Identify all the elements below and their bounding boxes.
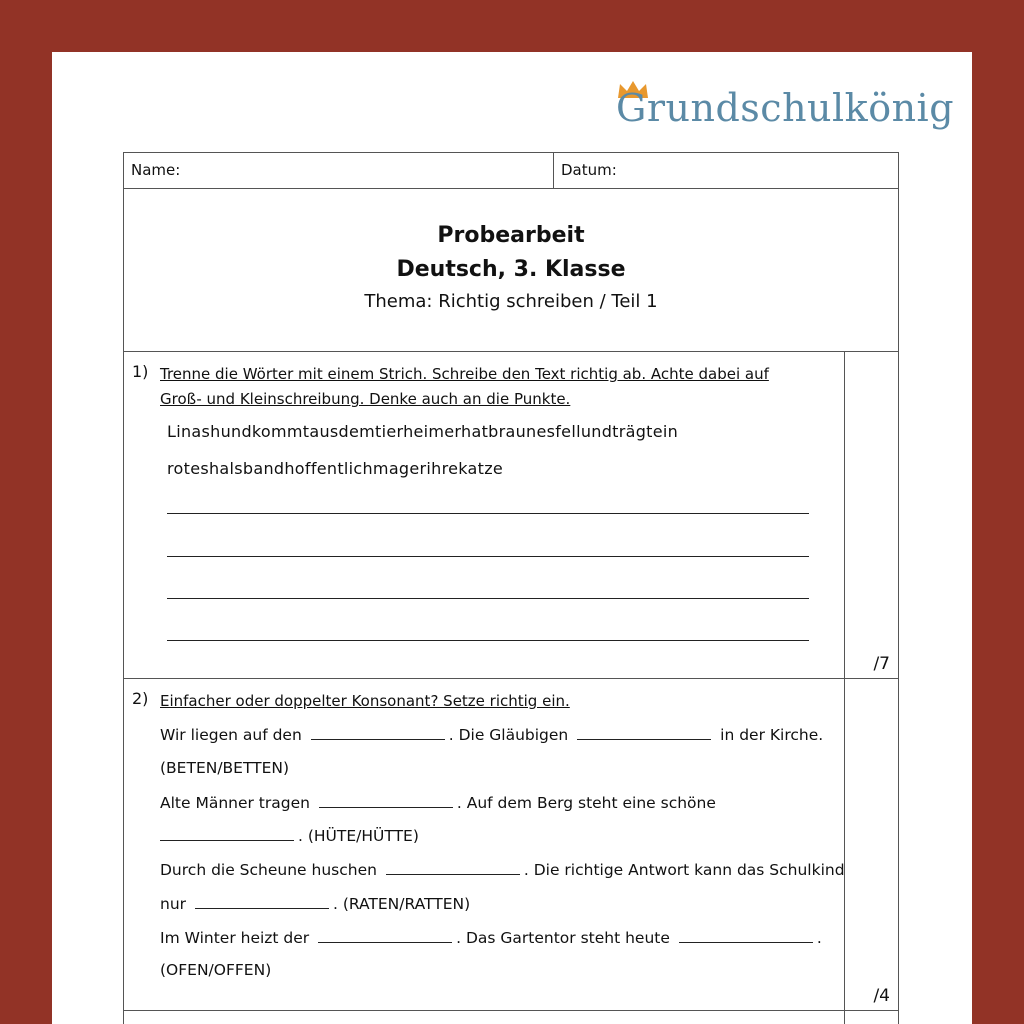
name-field[interactable]: [124, 153, 554, 188]
sentence-row: [160, 793, 716, 812]
answer-line[interactable]: [167, 513, 809, 514]
sentence-text: . Die Gläubigen: [448, 726, 569, 744]
score-column: [844, 679, 898, 1010]
answer-line[interactable]: [167, 640, 809, 641]
date-label: Datum:: [561, 161, 617, 179]
sentence-text: Alte Männer tragen: [160, 794, 310, 812]
task-1-instruction: Trenne die Wörter mit einem Strich. Schreibe den Text richtig ab. Achte dabei auf Groß- und Kleinschreibung. Denke auch an die Punkte.: [160, 365, 769, 408]
brand-name: Grundschulkönig: [616, 86, 955, 130]
task-3: [124, 1011, 898, 1024]
sentence-row: [160, 894, 470, 913]
sentence-text: Wir liegen auf den: [160, 726, 302, 744]
task-2-number: 2): [132, 689, 149, 708]
task-1-text-line: Linashundkommtausdemtierheimerhatbraunesfellundträgtein: [167, 422, 679, 441]
exam-subject: Deutsch, 3. Klasse: [396, 257, 626, 282]
exam-table: [123, 152, 899, 1024]
date-field[interactable]: [554, 153, 898, 188]
score-column: [844, 352, 898, 678]
word-pair-hint: . (HÜTE/HÜTTE): [298, 827, 419, 845]
worksheet-page: [52, 52, 972, 1024]
blank-field[interactable]: [679, 928, 813, 943]
blank-field[interactable]: [319, 793, 453, 808]
brand-logo: [612, 78, 955, 138]
blank-field[interactable]: [311, 725, 445, 740]
sentence-text: Im Winter heizt der: [160, 929, 310, 947]
word-pair-hint: . (RATEN/RATTEN): [332, 895, 471, 913]
word-pair-hint: (BETEN/BETTEN): [160, 759, 290, 777]
exam-topic: Thema: Richtig schreiben / Teil 1: [364, 291, 658, 312]
title-block: [124, 189, 898, 352]
answer-line[interactable]: [167, 556, 809, 557]
task-1-text-line: roteshalsbandhoffentlichmagerihrekatze: [167, 459, 504, 478]
word-pair-hint: (OFEN/OFFEN): [160, 961, 272, 979]
answer-line[interactable]: [167, 598, 809, 599]
sentence-row: [160, 860, 845, 879]
task-1: [124, 352, 898, 679]
sentence-text: . Auf dem Berg steht eine schöne: [456, 794, 716, 812]
sentence-text: Durch die Scheune huschen: [160, 861, 377, 879]
sentence-row: [160, 725, 823, 744]
sentence-text: .: [816, 929, 822, 947]
blank-field[interactable]: [386, 860, 520, 875]
sentence-row: [160, 961, 271, 979]
sentence-text: . Die richtige Antwort kann das Schulkind: [523, 861, 845, 879]
blank-field[interactable]: [195, 894, 329, 909]
task-2-score: /4: [873, 986, 890, 1006]
task-1-score: /7: [873, 654, 890, 674]
task-2: [124, 679, 898, 1011]
score-column: [844, 1011, 898, 1024]
sentence-text: . Das Gartentor steht heute: [456, 929, 670, 947]
sentence-row: [160, 826, 419, 845]
sentence-text: nur: [160, 895, 187, 913]
task-2-instruction: Einfacher oder doppelter Konsonant? Setze richtig ein.: [160, 692, 570, 710]
exam-title: Probearbeit: [437, 223, 585, 248]
sentence-text: in der Kirche.: [720, 726, 824, 744]
name-label: Name:: [131, 161, 181, 179]
blank-field[interactable]: [577, 725, 711, 740]
sentence-row: [160, 759, 289, 777]
blank-field[interactable]: [160, 826, 294, 841]
header-row: [124, 153, 898, 189]
task-1-number: 1): [132, 362, 149, 381]
sentence-row: [160, 928, 822, 947]
blank-field[interactable]: [318, 928, 452, 943]
